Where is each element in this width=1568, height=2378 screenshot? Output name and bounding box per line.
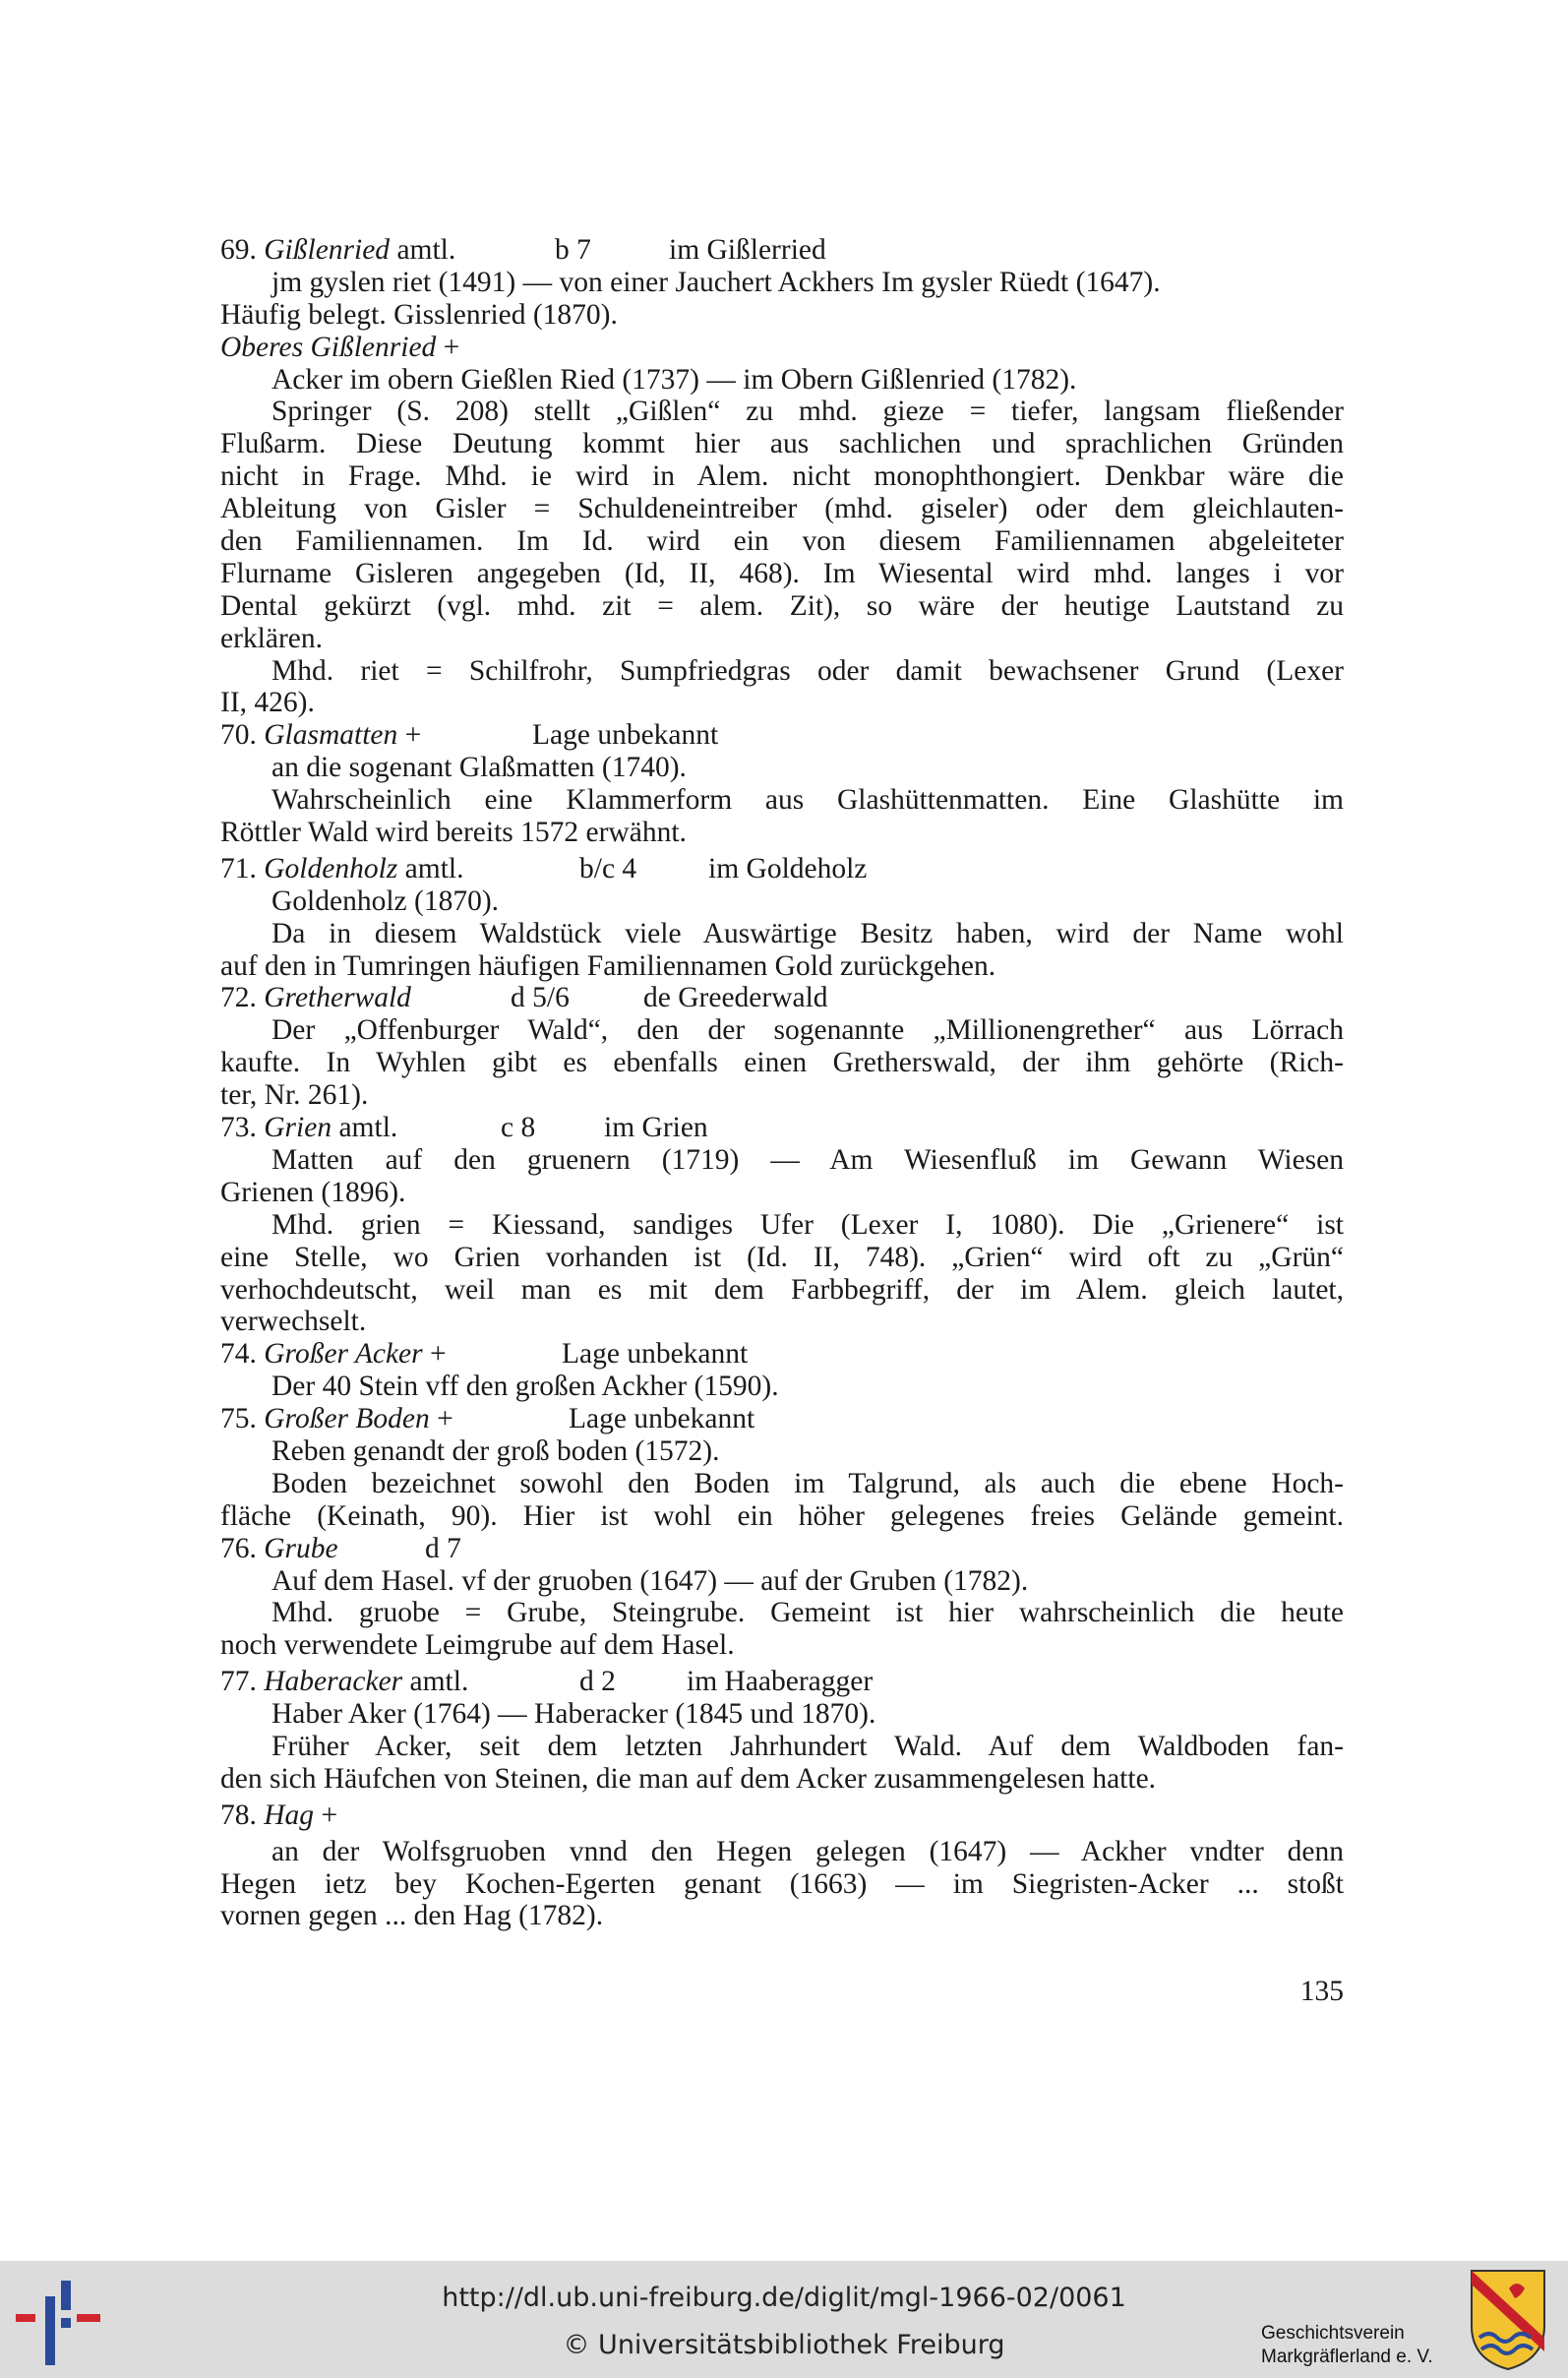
text-line: Mhd. riet = Schilfrohr, Sumpfriedgras oder damit bewachsener Grund (Lexer <box>271 654 1344 687</box>
text-line: Flurname Gisleren angegeben (Id, II, 468). Im Wiesental wird mhd. langes i vor <box>220 557 1344 589</box>
entry-label: 70. <box>220 719 265 752</box>
entry-heading <box>220 332 1344 364</box>
society-name <box>1261 2322 1458 2369</box>
entry-map-ref: b 7 <box>555 234 591 266</box>
entry-name: Großer Acker <box>264 1338 423 1371</box>
entry-map-ref: Lage unbekannt <box>532 719 719 752</box>
text-line: an die sogenant Glaßmatten (1740). <box>271 752 687 784</box>
page-number: 135 <box>1299 1976 1344 2007</box>
text-line: Mhd. grien = Kiessand, sandiges Ufer (Lexer I, 1080). Die „Grienere“ ist <box>271 1208 1344 1241</box>
entry-label: 75. <box>220 1403 265 1435</box>
viewer-footer <box>0 2261 1568 2378</box>
entry-name: Grube <box>264 1532 338 1564</box>
entry-label: 73. <box>220 1112 265 1144</box>
text-line: verwechselt. <box>220 1306 367 1338</box>
text-line: Häufig belegt. Gisslenried (1870). <box>220 298 618 331</box>
entry-label: amtl. <box>402 1666 469 1698</box>
copyright-notice: © Universitätsbibliothek Freiburg <box>563 2330 1005 2360</box>
text-line: Haber Aker (1764) — Haberacker (1845 und 1870). <box>271 1698 876 1731</box>
entry-label: + <box>314 1799 338 1831</box>
entry-name: Goldenholz <box>264 852 398 884</box>
entry-label: 74. <box>220 1338 265 1371</box>
body-text <box>220 234 1344 1932</box>
entry-label: 78. <box>220 1799 265 1831</box>
entry-heading <box>220 1112 1344 1144</box>
entry-map-ref: d 2 <box>579 1666 616 1698</box>
text-line: Goldenholz (1870). <box>271 884 500 917</box>
entry-heading <box>220 982 1344 1014</box>
entry-name: Gißlenried <box>264 234 391 266</box>
text-line: eine Stelle, wo Grien vorhanden ist (Id. II, 748). „Grien“ wird oft zu „Grün“ <box>220 1241 1344 1273</box>
text-line: Da in diesem Waldstück viele Auswärtige Besitz haben, wird der Name wohl <box>271 917 1344 949</box>
entry-map-ref: Lage unbekannt <box>562 1338 749 1371</box>
entry-map-ref: d 5/6 <box>511 982 570 1014</box>
entry-label: 76. <box>220 1532 265 1564</box>
entry-dialect-form: im Haaberagger <box>687 1666 874 1698</box>
entry-label: 77. <box>220 1666 265 1698</box>
entry-label: amtl. <box>390 234 456 266</box>
text-line: Früher Acker, seit dem letzten Jahrhundert Wald. Auf dem Waldboden fan- <box>271 1730 1344 1762</box>
entry-name: Grien <box>264 1112 332 1144</box>
text-line: den Familiennamen. Im Id. wird ein von diesem Familiennamen abgeleiteter <box>220 525 1344 558</box>
text-line: Der „Offenburger Wald“, den der sogenannte „Millionengrether“ aus Lörrach <box>271 1014 1344 1047</box>
entry-label: 69. <box>220 234 265 266</box>
society-name-line2: Markgräflerland e. V. <box>1261 2347 1433 2367</box>
entry-label: + <box>422 1338 447 1371</box>
text-line: Matten auf den gruenern (1719) — Am Wiesenfluß im Gewann Wiesen <box>271 1143 1344 1176</box>
entry-map-ref: c 8 <box>501 1112 536 1144</box>
text-line: Dental gekürzt (vgl. mhd. zit = alem. Zit), so wäre der heutige Lautstand zu <box>220 589 1344 622</box>
text-line: kaufte. In Wyhlen gibt es ebenfalls einen Gretherswald, der ihm gehörte (Rich- <box>220 1047 1344 1079</box>
text-line: Röttler Wald wird bereits 1572 erwähnt. <box>220 817 687 849</box>
entry-heading <box>220 234 1344 267</box>
text-line: ter, Nr. 261). <box>220 1079 369 1112</box>
text-line: Acker im obern Gießlen Ried (1737) — im Obern Gißlenried (1782). <box>271 363 1077 396</box>
text-line: II, 426). <box>220 687 315 719</box>
entry-dialect-form: de Greederwald <box>643 982 828 1014</box>
entry-heading <box>220 1666 1344 1698</box>
coat-of-arms-icon[interactable] <box>1470 2269 1546 2371</box>
text-line: Ableitung von Gisler = Schuldeneintreiber (mhd. giseler) oder dem gleichlauten- <box>220 493 1344 525</box>
entry-map-ref: d 7 <box>425 1532 461 1564</box>
entry-heading <box>220 1533 1344 1565</box>
text-line: erklären. <box>220 622 323 654</box>
entry-name: Oberes Gißlenried <box>220 331 437 363</box>
entry-dialect-form: im Grien <box>604 1112 708 1144</box>
text-line: Boden bezeichnet sowohl den Boden im Talgrund, als auch die ebene Hoch- <box>271 1467 1344 1499</box>
entry-label: 72. <box>220 982 265 1014</box>
entry-name: Gretherwald <box>264 982 411 1014</box>
text-line: nicht in Frage. Mhd. ie wird in Alem. nicht monophthongiert. Denkbar wäre die <box>220 460 1344 493</box>
entry-label: + <box>429 1403 453 1435</box>
entry-label: + <box>397 719 422 752</box>
entry-name: Glasmatten <box>264 719 398 752</box>
text-line: Mhd. gruobe = Grube, Steingrube. Gemeint ist hier wahrscheinlich die heute <box>271 1597 1344 1629</box>
entry-map-ref: b/c 4 <box>579 852 637 884</box>
text-line: jm gyslen riet (1491) — von einer Jauchert Ackhers Im gysler Rüedt (1647). <box>271 266 1161 298</box>
text-line: Wahrscheinlich eine Klammerform aus Glashüttenmatten. Eine Glashütte im <box>271 784 1344 817</box>
entry-dialect-form: im Gißlerried <box>669 234 826 266</box>
entry-heading <box>220 1338 1344 1371</box>
text-line: vornen gegen ... den Hag (1782). <box>220 1900 604 1932</box>
text-line: fläche (Keinath, 90). Hier ist wohl ein höher gelegenes freies Gelände gemeint. <box>220 1499 1344 1532</box>
document-url-link[interactable]: http://dl.ub.uni-freiburg.de/diglit/mgl-1966-02/0061 <box>442 2283 1126 2313</box>
text-line: Hegen ietz bey Kochen-Egerten genant (1663) — im Siegristen-Acker ... stoßt <box>220 1867 1344 1900</box>
entry-name: Großer Boden <box>264 1403 430 1435</box>
entry-dialect-form: im Goldeholz <box>708 852 868 884</box>
entry-name: Haberacker <box>264 1666 403 1698</box>
entry-label: 71. <box>220 852 265 884</box>
text-line: Flußarm. Diese Deutung kommt hier aus sachlichen und sprachlichen Gründen <box>220 428 1344 460</box>
text-line: Auf dem Hasel. vf der gruoben (1647) — auf der Gruben (1782). <box>271 1564 1029 1597</box>
entry-label: amtl. <box>332 1112 398 1144</box>
text-line: noch verwendete Leimgrube auf dem Hasel. <box>220 1629 735 1662</box>
text-line: an der Wolfsgruoben vnnd den Hegen gelegen (1647) — Ackher vndter denn <box>271 1835 1344 1867</box>
entry-map-ref: Lage unbekannt <box>569 1403 755 1435</box>
text-line: verhochdeutscht, weil man es mit dem Farbbegriff, der im Alem. gleich lautet, <box>220 1273 1344 1306</box>
text-line: auf den in Tumringen häufigen Familiennamen Gold zurückgehen. <box>220 949 996 982</box>
text-line: Grienen (1896). <box>220 1176 406 1208</box>
entry-heading <box>220 719 1344 752</box>
text-line: Der 40 Stein vff den großen Ackher (1590). <box>271 1371 779 1403</box>
entry-heading <box>220 1799 1344 1832</box>
text-line: Springer (S. 208) stellt „Gißlen“ zu mhd. gieze = tiefer, langsam fließender <box>271 396 1344 428</box>
ub-freiburg-logo-icon[interactable] <box>16 2281 104 2365</box>
text-line: den sich Häufchen von Steinen, die man auf dem Acker zusammengelesen hatte. <box>220 1762 1157 1795</box>
entry-name: Hag <box>264 1799 315 1831</box>
entry-name: + <box>436 331 460 363</box>
entry-heading <box>220 853 1344 885</box>
entry-label: amtl. <box>397 852 464 884</box>
society-name-line1: Geschichtsverein <box>1261 2323 1405 2344</box>
entry-heading <box>220 1403 1344 1435</box>
text-line: Reben genandt der groß boden (1572). <box>271 1434 720 1467</box>
